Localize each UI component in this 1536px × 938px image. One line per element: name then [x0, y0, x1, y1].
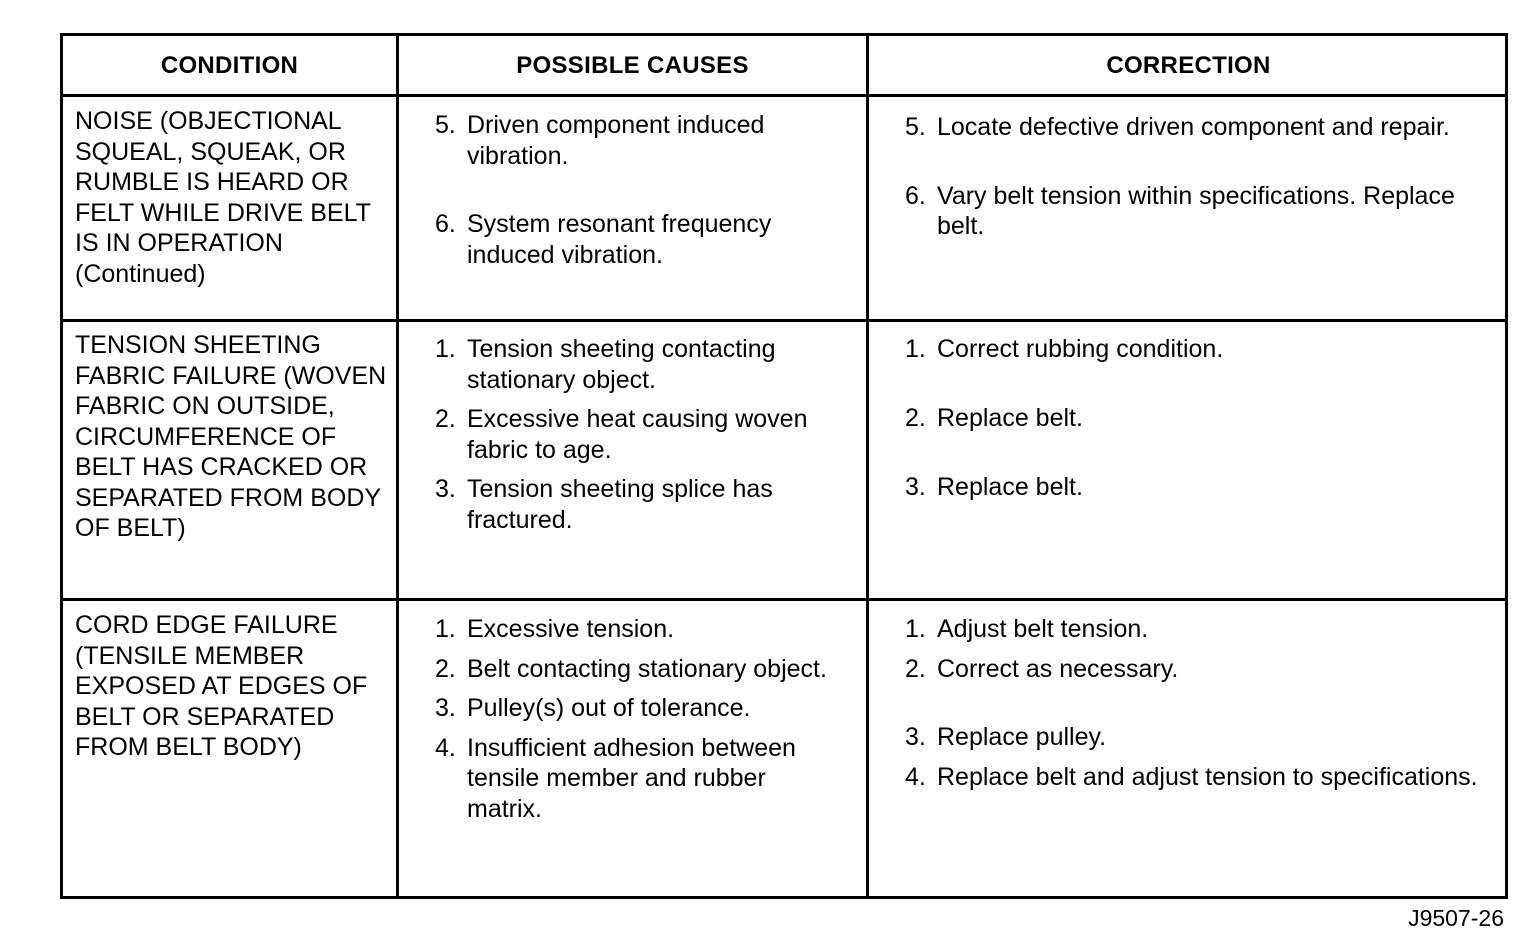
item-number: 4. [435, 733, 456, 762]
item-number: 4. [905, 762, 926, 791]
item-number: 3. [435, 694, 456, 722]
item-number: 1. [905, 615, 926, 643]
list-item [905, 762, 1485, 793]
list-item [905, 472, 1485, 503]
item-text: Tension sheeting splice has fractured. [467, 475, 773, 534]
item-number: 1. [435, 335, 456, 363]
condition-cord-edge: CORD EDGE FAILURE (TENSILE MEMBER EXPOSED AT EDGES OF BELT OR SEPARATED FROM BELT BODY) [75, 611, 368, 761]
causes-cord-edge [435, 614, 835, 833]
header-possible-causes: POSSIBLE CAUSES [516, 52, 749, 79]
item-text: Adjust belt tension. [937, 615, 1149, 643]
item-text: Belt contacting stationary object. [467, 654, 827, 683]
item-number: 2. [905, 654, 926, 683]
list-item [905, 722, 1485, 753]
diagnosis-table [60, 33, 1508, 899]
corrections-cord-edge [905, 614, 1485, 801]
item-number: 2. [435, 654, 456, 683]
item-text: Excessive tension. [467, 615, 675, 643]
column-divider [866, 36, 869, 896]
causes-tension-sheeting [435, 334, 835, 544]
list-item [435, 474, 835, 535]
item-text: Replace pulley. [937, 723, 1107, 751]
list-item [905, 181, 1485, 242]
item-number: 3. [435, 475, 456, 503]
list-item [435, 209, 835, 270]
item-number: 5. [905, 113, 926, 141]
column-divider [396, 36, 399, 896]
list-item [905, 654, 1485, 685]
item-text: Vary belt tension within specifications. Replace belt. [937, 181, 1455, 240]
item-text: Driven component induced vibration. [467, 111, 765, 170]
row-divider [63, 319, 1505, 322]
item-number: 5. [435, 111, 456, 139]
item-text: Replace belt. [937, 403, 1083, 432]
item-text: Pulley(s) out of tolerance. [467, 694, 751, 722]
condition-noise: NOISE (OBJECTIONAL SQUEAL, SQUEAK, OR RUMBLE IS HEARD OR FELT WHILE DRIVE BELT IS IN OPERATION (Continued) [75, 107, 371, 288]
list-item [905, 112, 1485, 143]
item-number: 6. [905, 181, 926, 210]
item-number: 6. [435, 210, 456, 238]
item-text: Correct rubbing condition. [937, 335, 1224, 363]
corrections-tension-sheeting [905, 334, 1485, 512]
list-item [905, 403, 1485, 434]
figure-id: J9507-26 [1408, 905, 1504, 931]
row-divider [63, 598, 1505, 601]
item-number: 3. [905, 473, 926, 501]
condition-tension-sheeting: TENSION SHEETING FABRIC FAILURE (WOVEN FABRIC ON OUTSIDE, CIRCUMFERENCE OF BELT HAS CRACKED OR SEPARATED FROM BODY OF BELT) [75, 331, 387, 542]
item-number: 2. [905, 403, 926, 432]
item-number: 1. [905, 335, 926, 363]
item-text: Replace belt. [937, 473, 1083, 501]
item-text: Locate defective driven component and repair. [937, 113, 1450, 141]
list-item [435, 733, 835, 825]
item-text: Tension sheeting contacting stationary object. [467, 335, 776, 394]
item-text: Excessive heat causing woven fabric to age. [467, 405, 808, 464]
item-number: 2. [435, 405, 456, 433]
item-number: 3. [905, 723, 926, 751]
list-item [435, 614, 835, 645]
list-item [435, 404, 835, 465]
item-text: Replace belt and adjust tension to specifications. [937, 762, 1478, 791]
list-item [905, 614, 1485, 645]
item-text: Correct as necessary. [937, 654, 1179, 683]
list-item [435, 334, 835, 395]
item-text: Insufficient adhesion between tensile member and rubber matrix. [467, 733, 796, 823]
list-item [435, 110, 835, 171]
causes-noise [435, 110, 835, 279]
corrections-noise [905, 112, 1485, 251]
list-item [905, 334, 1485, 365]
list-item [435, 693, 835, 724]
item-text: System resonant frequency induced vibration. [467, 210, 772, 269]
list-item [435, 654, 835, 685]
item-number: 1. [435, 615, 456, 643]
header-correction: CORRECTION [1106, 52, 1271, 79]
header-condition: CONDITION [160, 52, 299, 79]
